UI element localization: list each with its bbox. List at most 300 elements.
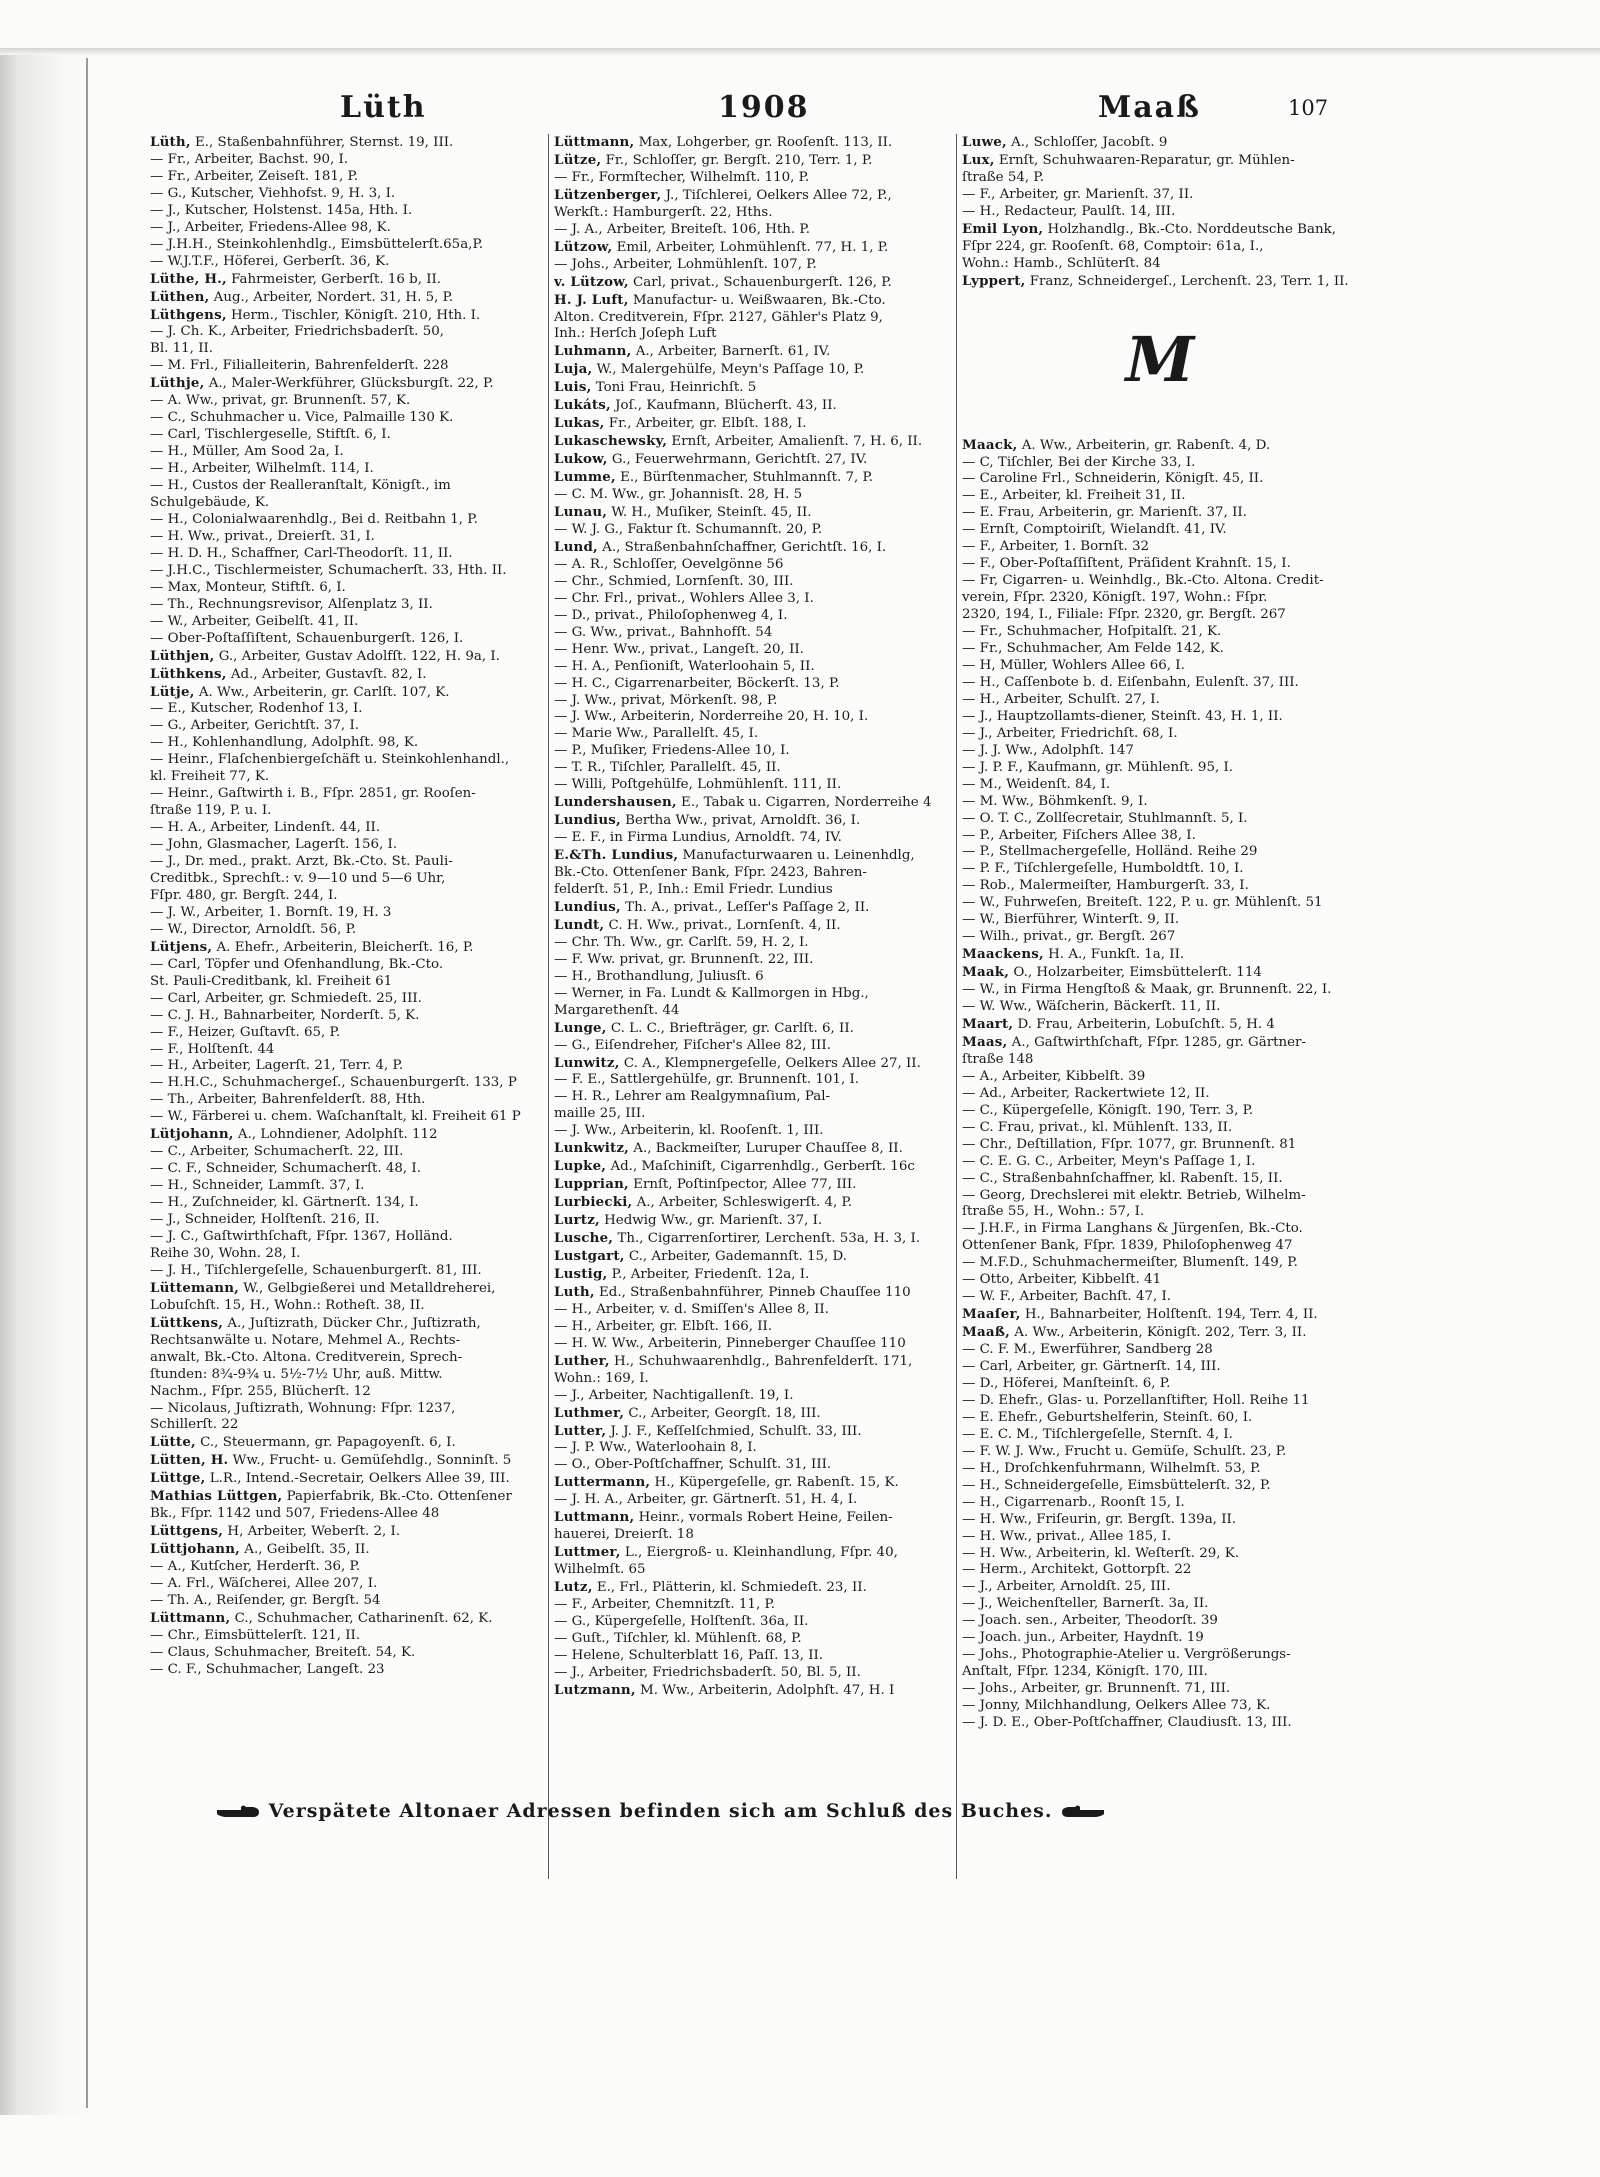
entry-details: W., Malergehülfe, Meyn's Paſſage 10, P. [592,362,865,378]
entry-details: D. Frau, Arbeiterin, Lobuſchſt. 5, H. 4 [1013,1016,1275,1032]
entry-details: — H. R., Lehrer am Realgymnaſium, Pal- [554,1089,831,1105]
directory-entry [150,1610,542,1628]
directory-entry [150,1506,542,1523]
directory-entry [962,624,1360,641]
directory-entry [150,1246,542,1263]
entry-details: A., Juſtizrath, Dücker Chr., Juſtizrath, [223,1315,481,1331]
directory-entry [554,1284,946,1302]
directory-entry [962,1306,1360,1324]
entry-details: Bk., Fſpr. 1142 und 507, Friedens-Allee 48 [150,1506,440,1522]
directory-entry [150,1576,542,1593]
directory-entry [554,794,946,812]
directory-entry [554,935,946,952]
entry-details: — Carl, Tischlergeselle, Stiftſt. 6, I. [150,427,391,443]
directory-entry [962,1238,1360,1255]
directory-page [150,90,1360,2030]
entry-details: Inh.: Herſch Joſeph Luft [554,326,717,342]
column-left [150,134,542,1679]
directory-entry [962,505,1360,522]
section-letter: M [1125,322,1197,396]
entry-details: — Helene, Schulterblatt 16, Paſſ. 13, II. [554,1647,824,1663]
directory-entry [150,752,542,769]
entry-details: — J. D. E., Ober-Poſtſchaffner, Claudiusſt. 13, III. [962,1715,1292,1731]
directory-entry [554,415,946,433]
entry-details: — J. Ch. K., Arbeiter, Friedrichsbaderſt. 50, [150,324,444,340]
entry-details: 2320, 194, I., Filiale: Fſpr. 2320, gr. Bergſt. 267 [962,607,1286,623]
entry-details: — F. Ww. privat, gr. Brunnenſt. 22, III. [554,951,814,967]
entry-details: — J. P. F., Kaufmann, gr. Mühlenſt. 95, I. [962,759,1234,775]
directory-entry [554,952,946,969]
entry-details: — C. Frau, privat., kl. Mühlenſt. 133, II. [962,1119,1233,1135]
entry-details: Lobuſchſt. 15, H., Wohn.: Rotheſt. 38, II. [150,1297,425,1313]
directory-entry [150,1523,542,1541]
entry-details: — O. T. C., Zollſecretair, Stuhlmannſt. 5, I. [962,810,1248,826]
entry-details: — J., Kutscher, Holstenst. 145a, Hth. I. [150,202,413,218]
directory-entry [554,899,946,917]
entry-details: — H. D. H., Schaffner, Carl-Theodorſt. 11, II. [150,545,453,561]
entry-details: — C. F., Schneider, Schumacherſt. 48, I. [150,1161,421,1177]
directory-entry [150,461,542,478]
directory-entry [962,692,1360,709]
directory-entry [554,487,946,504]
directory-entry [150,152,542,169]
entry-surname: Lüthgens, [150,306,227,323]
entry-surname: Lunge, [554,1019,607,1036]
header-left-keyword: Lüth [340,90,427,125]
entry-details: H, Arbeiter, Weberſt. 2, I. [223,1524,401,1540]
directory-entry [962,999,1360,1016]
directory-entry [962,1103,1360,1120]
directory-entry [554,1038,946,1055]
entry-details: — Jonny, Milchhandlung, Oelkers Allee 73, K. [962,1698,1271,1714]
entry-details: Herm., Tischler, Königſt. 210, Hth. I. [226,307,481,323]
directory-entry [554,642,946,659]
entry-details: E., Staßenbahnführer, Sternst. 19, III. [190,135,454,150]
directory-entry [962,455,1360,472]
entry-details: — Th., Rechnungsrevisor, Alſenplatz 3, II. [150,596,433,612]
entry-details: — T. R., Tiſchler, Parallelſt. 45, II. [554,760,781,776]
directory-entry [150,905,542,922]
directory-entry [962,539,1360,556]
directory-entry [554,1509,946,1527]
entry-details: ſtraße 55, H., Wohn.: 57, I. [962,1204,1145,1220]
directory-entry [554,1492,946,1509]
entry-details: Fſpr. 480, gr. Bergſt. 244, I. [150,887,338,903]
entry-details: — Nicolaus, Juſtizrath, Wohnung: Fſpr. 1237, [150,1400,456,1416]
entry-details: Ed., Straßenbahnführer, Pinneb Chauſſee 110 [594,1284,911,1300]
directory-entry [554,1140,946,1158]
entry-details: — Th., Arbeiter, Bahrenfelderſt. 88, Hth. [150,1092,426,1108]
directory-entry [554,1336,946,1353]
entry-details: — A. Ww., privat, gr. Brunnenſt. 57, K. [150,393,411,409]
directory-entry [150,1008,542,1025]
directory-entry [554,1597,946,1614]
entry-details: — J., Arbeiter, Friedens-Allee 98, K. [150,219,391,235]
entry-details: — H., Müller, Am Sood 2a, I. [150,444,344,460]
directory-entry [150,1315,542,1333]
directory-entry [554,187,946,205]
directory-entry [554,1457,946,1474]
entry-details: — H.H.C., Schuhmachergeſ., Schauenburgerſt. 133, P [150,1075,517,1091]
entry-surname: Lutzmann, [554,1681,636,1698]
directory-entry [150,957,542,974]
directory-entry [962,273,1360,291]
entry-details: — C., Straßenbahnſchaffner, kl. Rabenſt. 15, II. [962,1170,1283,1186]
entry-surname: Lukaschewsky, [554,433,668,450]
entry-surname: Lüthe, H., [150,270,227,287]
directory-entry [554,726,946,743]
entry-details: A. Ww., Arbeiterin, gr. Carlſt. 107, K. [194,684,450,700]
entry-details: — H., Arbeiter, Schulſt. 27, I. [962,691,1160,707]
entry-details: — H., Zuſchneider, kl. Gärtnerſt. 134, I. [150,1195,419,1211]
directory-entry [150,1126,542,1144]
entry-details: — J. P. Ww., Waterloohain 8, I. [554,1440,757,1456]
entry-details: — Chr. Frl., privat., Wohlers Allee 3, I. [554,590,814,606]
entry-surname: Lundt, [554,916,605,933]
directory-entry [554,1072,946,1089]
directory-entry [554,1158,946,1176]
directory-entry [962,1444,1360,1461]
entry-details: — C. M. Ww., gr. Johannisſt. 28, H. 5 [554,487,803,503]
directory-entry [554,1106,946,1123]
entry-details: Schillerſt. 22 [150,1417,239,1433]
directory-entry [962,982,1360,999]
directory-entry [554,134,946,152]
entry-details: Fahrmeister, Gerberſt. 16 b, II. [226,271,442,287]
directory-entry [554,777,946,794]
column-right [962,134,1360,1732]
entry-details: — P., Muſiker, Friedens-Allee 10, I. [554,743,790,759]
entry-surname: Lüttgens, [150,1523,224,1540]
directory-entry [962,1016,1360,1034]
entry-details: — A., Arbeiter, Kibbelſt. 39 [962,1068,1146,1084]
directory-entry [150,769,542,786]
directory-entry [554,1003,946,1020]
entry-details: Anſtalt, Fſpr. 1234, Königſt. 170, III. [962,1664,1208,1680]
entry-surname: Lund, [554,538,598,555]
entry-details: Alton. Creditverein, Fſpr. 2127, Gähler's Platz 9, [554,309,883,325]
entry-details: — Ober-Poſtaſſiſtent, Schauenburgerſt. 126, I. [150,630,464,646]
directory-entry [150,1333,542,1350]
directory-entry [150,597,542,614]
entry-surname: Lumme, [554,469,616,486]
directory-entry [554,760,946,777]
entry-surname: Luwe, [962,134,1007,150]
entry-details: — Claus, Schuhmacher, Breiteſt. 54, K. [150,1644,416,1660]
directory-entry [554,1474,946,1492]
entry-details: — J. Ww., privat, Mörkenſt. 98, P. [554,692,778,708]
directory-entry [962,1529,1360,1546]
directory-entry [554,170,946,187]
entry-details: — Carl, Töpfer und Ofenhandlung, Bk.-Cto. [150,956,444,972]
entry-details: Bl. 11, II. [150,341,214,357]
entry-surname: Luthmer, [554,1404,625,1421]
directory-entry [554,1123,946,1140]
entry-details: — C., Schuhmacher u. Vice, Palmaille 130 K. [150,410,454,426]
entry-details: C. A., Klempnergeſelle, Oelkers Allee 27, II. [619,1055,921,1071]
entry-details: Bertha Ww., privat, Arnoldſt. 36, I. [620,813,861,829]
directory-entry [150,991,542,1008]
directory-entry [150,203,542,220]
header-right-keyword: Maaß [1098,90,1201,125]
directory-entry [962,1715,1360,1732]
directory-entry [554,539,946,557]
entry-details: — G., Arbeiter, Gerichtſt. 37, I. [150,718,359,734]
directory-entry [554,830,946,847]
entry-details: — Max, Monteur, Stiftſt. 6, I. [150,579,346,595]
directory-entry [962,1086,1360,1103]
directory-entry [962,152,1360,170]
directory-entry [962,1698,1360,1715]
directory-entry [962,221,1360,239]
entry-details: E., Tabak u. Cigarren, Norderreihe 4 [676,795,932,811]
directory-entry [554,469,946,487]
directory-entry [150,289,542,307]
directory-entry [962,1204,1360,1221]
directory-entry [962,1478,1360,1495]
directory-entry [150,1229,542,1246]
directory-entry [554,326,946,343]
entry-details: E., Frl., Plätterin, kl. Schmiedeſt. 23, II. [592,1580,867,1596]
entry-details: — H., Schneidergeſelle, Eimsbüttelerſt. 32, P. [962,1477,1271,1493]
directory-entry [962,1221,1360,1238]
entry-details: ſtraße 148 [962,1051,1034,1067]
entry-details: — Fr., Schuhmacher, Hoſpitalſt. 21, K. [962,624,1222,640]
directory-entry [150,546,542,563]
directory-entry [962,1461,1360,1478]
entry-details: Max, Lohgerber, gr. Rooſenſt. 113, II. [634,135,893,150]
directory-entry [962,1342,1360,1359]
entry-surname: Lurtz, [554,1212,600,1229]
entry-details: — H., Caſſenbote b. d. Eiſenbahn, Eulenſt. 37, III. [962,674,1299,690]
entry-details: — J., Arbeiter, Friedrichsbaderſt. 50, Bl. 5, II. [554,1664,861,1680]
entry-details: — Marie Ww., Parallelſt. 45, I. [554,726,759,742]
directory-entry [554,608,946,625]
directory-entry [962,471,1360,488]
directory-entry [962,1562,1360,1579]
entry-surname: Luther, [554,1352,610,1369]
entry-details: C. L. C., Briefträger, gr. Carlſt. 6, II. [606,1020,854,1036]
entry-details: — F., Heizer, Guſtavſt. 65, P. [150,1024,341,1040]
entry-details: — Rob., Malermeiſter, Hamburgerſt. 33, I. [962,878,1249,894]
entry-details: — Fr., Schuhmacher, Am Felde 142, K. [962,641,1224,657]
column-right-entries [962,437,1360,1732]
entry-details: C., Steuermann, gr. Papagoyenſt. 6, I. [195,1435,456,1451]
entry-details: A., Schloſſer, Jacobſt. 9 [1006,135,1168,150]
entry-details: Th., Cigarrenſortirer, Lerchenſt. 53a, H. 3, I. [613,1231,921,1247]
entry-details: — Fr., Arbeiter, Zeiseſt. 181, P. [150,168,359,184]
directory-entry [554,1176,946,1194]
directory-entry [962,1495,1360,1512]
entry-details: — J. H. A., Arbeiter, gr. Gärtnerſt. 51, H. 4, I. [554,1492,858,1508]
directory-entry [554,1230,946,1248]
directory-entry [962,777,1360,794]
entry-surname: Lüttemann, [150,1279,240,1296]
entry-details: Holzhandlg., Bk.-Cto. Norddeutsche Bank, [1043,221,1336,237]
pointing-hand-icon [215,1802,261,1822]
entry-surname: Lüthjen, [150,647,215,664]
directory-entry [150,529,542,546]
entry-details: hauerei, Dreierſt. 18 [554,1527,694,1543]
entry-details: — H., Brothandlung, Juliusſt. 6 [554,968,764,984]
directory-entry [150,1025,542,1042]
entry-details: Ad., Arbeiter, Gustavſt. 82, I. [226,666,427,682]
entry-surname: Lyppert, [962,272,1026,289]
entry-details: — C. E. G. C., Arbeiter, Meyn's Paſſage 1, I. [962,1153,1256,1169]
directory-entry [150,648,542,666]
entry-details: — D. Ehefr., Glas- u. Porzellanſtifter, Holl. Reihe 11 [962,1392,1310,1408]
directory-entry [554,310,946,327]
directory-entry [962,573,1360,590]
directory-entry [150,1559,542,1576]
entry-surname: Lütje, [150,683,195,700]
directory-entry [962,1255,1360,1272]
entry-details: — H., Schneider, Lammſt. 37, I. [150,1178,365,1194]
directory-entry [150,324,542,341]
directory-entry [150,254,542,271]
footer-notice [215,1800,1053,1830]
directory-entry [554,1212,946,1230]
entry-details: — Carl, Arbeiter, gr. Gärtnerſt. 14, III. [962,1359,1221,1375]
directory-entry [962,1512,1360,1529]
entry-details: — W.J.T.F., Höferei, Gerberſt. 36, K. [150,253,390,269]
directory-entry [554,812,946,830]
directory-entry [554,361,946,379]
entry-surname: Lütjens, [150,938,213,955]
directory-entry [962,204,1360,221]
pointing-hand-icon [1060,1802,1106,1822]
directory-entry [150,375,542,393]
entry-details: — P. F., Tiſchlergeſelle, Humboldtſt. 10, I. [962,861,1244,877]
entry-details: — O., Ober-Poſtſchaffner, Schulſt. 31, III. [554,1457,832,1473]
entry-details: — Willi, Poſtgehülfe, Lohmühlenſt. 111, II. [554,777,842,793]
entry-details: A., Arbeiter, Barnerſt. 61, IV. [631,344,831,360]
entry-details: J. J. F., Keſſelſchmied, Schulſt. 33, III. [606,1423,862,1439]
entry-surname: Lunau, [554,504,608,521]
entry-details: — Herm., Architekt, Gottorpſt. 22 [962,1562,1192,1578]
entry-details: L.R., Intend.-Secretair, Oelkers Allee 39, III. [205,1471,510,1487]
directory-entry [962,1427,1360,1444]
directory-entry [150,1401,542,1418]
entry-details: — Caroline Frl., Schneiderin, Königſt. 45, II. [962,471,1264,487]
column-divider [956,134,957,1879]
header-year: 1908 [718,90,810,125]
entry-surname: Lüth, [150,134,191,150]
entry-details: G., Arbeiter, Gustav Adolfſt. 122, H. 9a, I. [214,648,500,664]
entry-surname: Luis, [554,379,592,396]
directory-entry [554,1302,946,1319]
entry-surname: H. J. Luft, [554,291,629,308]
directory-entry [962,134,1360,152]
directory-entry [962,1289,1360,1306]
entry-details: A. Ehefr., Arbeiterin, Bleicherſt. 16, P. [212,939,474,955]
directory-entry [554,451,946,469]
entry-surname: Lüttmann, [554,134,635,150]
directory-entry [962,1393,1360,1410]
entry-details: H., Schuhwaarenhdlg., Bahrenfelderſt. 171, [609,1353,913,1369]
directory-entry [554,1562,946,1579]
entry-details: Rechtsanwälte u. Notare, Mehmel A., Rechts- [150,1332,461,1348]
directory-entry [150,341,542,358]
entry-details: anwalt, Bk.-Cto. Altona. Creditverein, Sprech- [150,1349,463,1365]
directory-entry [554,625,946,642]
entry-details: — Fr., Arbeiter, Bachst. 90, I. [150,151,349,167]
entry-surname: Emil Lyon, [962,220,1044,237]
column-right-top-entries [962,134,1360,291]
entry-details: C., Arbeiter, Georgſt. 18, III. [624,1405,821,1421]
entry-surname: Lütze, [554,151,602,168]
directory-entry [962,187,1360,204]
directory-entry [150,666,542,684]
entry-details: felderſt. 51, P., Inh.: Emil Friedr. Lundius [554,881,833,897]
directory-entry [554,847,946,865]
directory-entry [554,1648,946,1665]
entry-details: — Johs., Arbeiter, gr. Brunnenſt. 71, III. [962,1681,1231,1697]
directory-entry [962,743,1360,760]
directory-entry [150,271,542,289]
directory-entry [554,1544,946,1562]
directory-entry [554,1371,946,1388]
directory-entry [150,803,542,820]
entry-surname: Lurbiecki, [554,1194,633,1211]
entry-details: — Chr., Eimsbüttelerſt. 121, II. [150,1627,361,1643]
directory-entry [150,1161,542,1178]
entry-surname: Lustig, [554,1265,608,1282]
directory-entry [962,1376,1360,1393]
directory-entry [962,1188,1360,1205]
entry-details: — Chr., Deſtillation, Fſpr. 1077, gr. Brunnenſt. 81 [962,1136,1297,1152]
directory-entry [554,222,946,239]
entry-surname: Lux, [962,151,995,168]
entry-details: — Wilh., privat., gr. Bergſt. 267 [962,929,1176,945]
directory-entry [554,152,946,170]
entry-surname: Lupke, [554,1158,607,1175]
entry-details: — J., Hauptzollamts-diener, Steinſt. 43, H. 1, II. [962,708,1283,724]
entry-details: — W., Director, Arnoldſt. 56, P. [150,921,357,937]
entry-surname: Lukas, [554,415,605,432]
entry-surname: Lukáts, [554,397,611,414]
directory-entry [554,1388,946,1405]
directory-entry [554,882,946,899]
directory-entry [554,1055,946,1073]
entry-details: — F., Arbeiter, 1. Bornſt. 32 [962,539,1150,555]
entry-details: — H., Custos der Realleranſtalt, Königſt., im [150,478,451,494]
directory-entry [150,1058,542,1075]
directory-entry [962,946,1360,964]
entry-surname: Lüthkens, [150,665,227,682]
entry-details: — H., Arbeiter, v. d. Smiſſen's Allee 8, II. [554,1301,829,1317]
entry-details: — Carl, Arbeiter, gr. Schmiedeſt. 25, III. [150,990,422,1006]
entry-details: A., Geibelſt. 35, II. [240,1542,370,1558]
entry-details: E., Bürſtenmacher, Stuhlmannſt. 7, P. [615,470,874,486]
directory-entry [554,1266,946,1284]
entry-details: — H., Colonialwaarenhdlg., Bei d. Reitbahn 1, P. [150,511,478,527]
directory-entry [150,1434,542,1452]
entry-details: — Chr., Schmied, Lornſenſt. 30, III. [554,573,794,589]
directory-entry [962,844,1360,861]
directory-entry [962,794,1360,811]
directory-entry [962,811,1360,828]
entry-details: — Heinr., Gaſtwirth i. B., Fſpr. 2851, gr. Rooſen- [150,786,476,802]
entry-details: A. Ww., Arbeiterin, Königſt. 202, Terr. 3, II. [1010,1325,1307,1341]
directory-entry [150,1628,542,1645]
directory-entry [150,1417,542,1434]
entry-details: Carl, privat., Schauenburgerſt. 126, P. [628,274,892,290]
entry-details: — Joach. jun., Arbeiter, Haydnſt. 19 [962,1630,1204,1646]
entry-surname: Luttermann, [554,1474,651,1491]
directory-entry [962,170,1360,187]
entry-details: — A. R., Schloſſer, Oevelgönne 56 [554,556,784,572]
